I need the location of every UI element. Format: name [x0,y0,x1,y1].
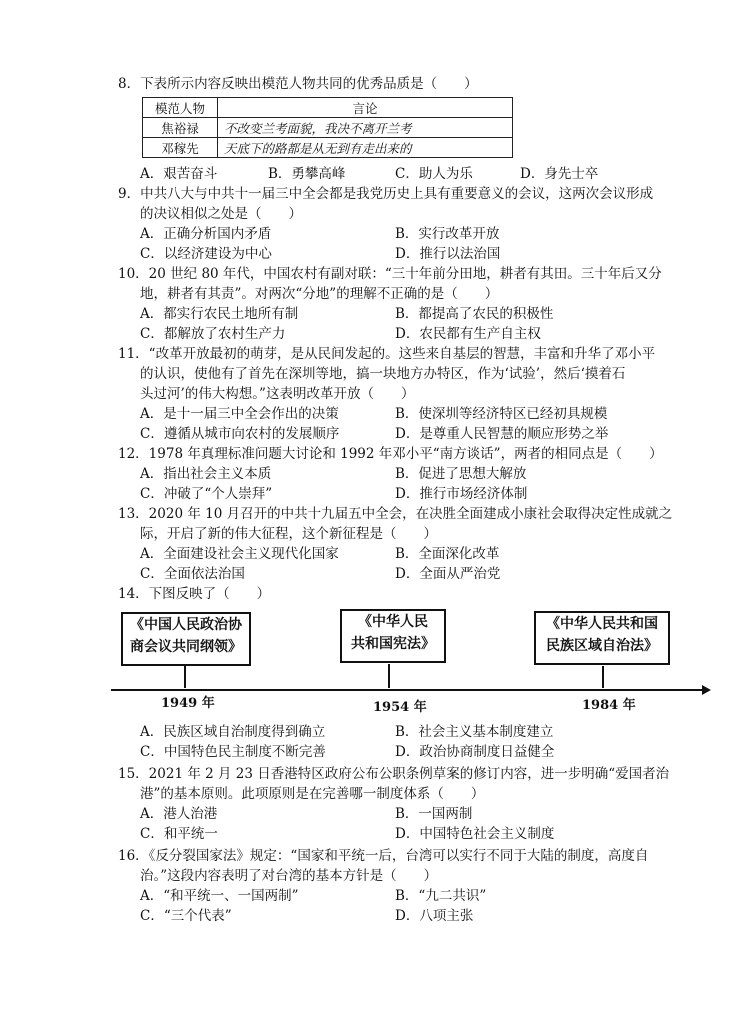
option-c: C．助人为乐 [395,166,473,182]
table-cell: 天底下的路都是从无到有走出来的 [218,138,513,158]
question-15-stem: 15．2021 年 2 月 23 日香港特区政府公布公职条例草案的修订内容，进一步明确“爱国者治 [118,766,670,782]
question-16-stem: 16．《反分裂国家法》规定：“国家和平统一后，台湾可以实行不同于大陆的制度，高度自 [118,848,649,864]
event-label: 共和国宪法》 [351,636,435,652]
option-b: B．都提高了农民的积极性 [395,306,554,322]
timeline-arrow-icon [702,685,711,695]
option-a: A．都实行农民土地所有制 [140,306,299,322]
table-cell: 不改变兰考面貌，我决不离开兰考 [218,118,513,138]
timeline-event-box [534,611,670,665]
question-9-stem: 9．中共八大与中共十一届三中全会都是我党历史上具有重要意义的会议，这两次会议形成 [118,186,654,202]
option-c: C．以经济建设为中心 [140,246,272,262]
option-d: D．全面从严治党 [395,566,501,582]
option-c: C．“三个代表” [140,908,232,924]
timeline-year: 1954 年 [373,700,427,715]
timeline-event-box [340,609,446,663]
option-b: B．“九二共识” [395,888,487,904]
option-d: D．农民都有生产自主权 [395,326,541,342]
question-13-stem-cont: 际，开启了新的伟大征程，这个新征程是（ ） [140,526,437,542]
table-header: 模范人物 [143,98,218,118]
question-14-stem: 14．下图反映了（ ） [118,586,271,602]
option-a: A．全面建设社会主义现代化国家 [140,546,339,562]
option-a: A．正确分析国内矛盾 [140,226,272,242]
question-10-stem: 10．20 世纪 80 年代，中国农村有副对联：“三十年前分田地，耕者有其田。三十年后又分 [118,266,662,282]
option-b: B．促进了思想大解放 [395,466,527,482]
question-15-stem-cont: 港”的基本原则。此项原则是在完善哪一制度体系（ ） [140,786,485,802]
option-a: A．指出社会主义本质 [140,466,272,482]
table-cell: 邓稼先 [143,138,218,158]
option-a: A．“和平统一、一国两制” [140,888,299,904]
timeline-year: 1949 年 [161,696,215,711]
option-d: D．推行市场经济体制 [395,486,528,502]
option-c: C．全面依法治国 [140,566,245,582]
option-a: A．民族区域自治制度得到确立 [140,724,326,740]
option-d: D．八项主张 [395,908,474,924]
option-c: C．冲破了“个人崇拜” [140,486,273,502]
option-d: D．身先士卒 [520,166,599,182]
question-13-stem: 13．2020 年 10 月召开的中共十九届五中全会，在决胜全面建成小康社会取得决定性成就之 [118,506,673,522]
question-8-stem: 8．下表所示内容反映出模范人物共同的优秀品质是（ ） [118,76,478,92]
timeline-tick [184,666,186,688]
option-a: A．港人治港 [140,806,218,822]
option-b: B．全面深化改革 [395,546,500,562]
question-9-stem-cont: 的决议相似之处是（ ） [140,206,302,222]
event-label: 《中华人民共和国 [546,616,658,632]
option-b: B．社会主义基本制度建立 [395,724,554,740]
question-16-stem-cont: 治。”这段内容表明了对台湾的基本方针是（ ） [140,868,438,884]
option-b: B．使深圳等经济特区已经初具规模 [395,406,608,422]
model-figures-table [142,97,513,158]
option-b: B．勇攀高峰 [268,166,346,182]
question-10-stem-cont: 地，耕者有其责”。对两次“分地”的理解不正确的是（ ） [140,286,499,302]
option-c: C．遵循从城市向农村的发展顺序 [140,426,340,442]
timeline-axis [111,689,705,691]
option-b: B．实行改革开放 [395,226,500,242]
timeline-year: 1984 年 [582,698,636,713]
timeline-event-box [121,612,251,666]
question-11-stem: 11．“改革开放最初的萌芽，是从民间发起的。这些来自基层的智慧，丰富和升华了邓小平 [118,346,656,362]
event-label: 《中国人民政治协 [130,617,242,633]
option-d: D．政治协商制度日益健全 [395,744,555,760]
option-d: D．是尊重人民智慧的顺应形势之举 [395,426,609,442]
timeline-tick [602,666,604,688]
question-11-stem-cont: 头过河’的伟大构想。”这表明改革开放（ ） [140,386,415,402]
event-label: 《中华人民 [358,614,428,630]
option-d: D．推行以法治国 [395,246,501,262]
table-header: 言论 [218,98,513,118]
option-c: C．和平统一 [140,826,218,842]
table-cell: 焦裕禄 [143,118,218,138]
event-label: 商会议共同纲领》 [130,639,242,655]
question-12-stem: 12．1978 年真理标准问题大讨论和 1992 年邓小平“南方谈话”，两者的相同点是（ ） [118,446,663,462]
option-a: A．艰苦奋斗 [140,166,218,182]
timeline-tick [388,664,390,688]
option-a: A．是十一届三中全会作出的决策 [140,406,339,422]
option-c: C．中国特色民主制度不断完善 [140,744,326,760]
option-c: C．都解放了农村生产力 [140,326,286,342]
option-d: D．中国特色社会主义制度 [395,826,555,842]
option-b: B．一国两制 [395,806,473,822]
event-label: 民族区域自治法》 [546,638,658,654]
question-11-stem-cont: 的认识，使他有了首先在深圳等地，搞一块地方办特区，作为‘试验’，然后‘摸着石 [140,366,626,382]
